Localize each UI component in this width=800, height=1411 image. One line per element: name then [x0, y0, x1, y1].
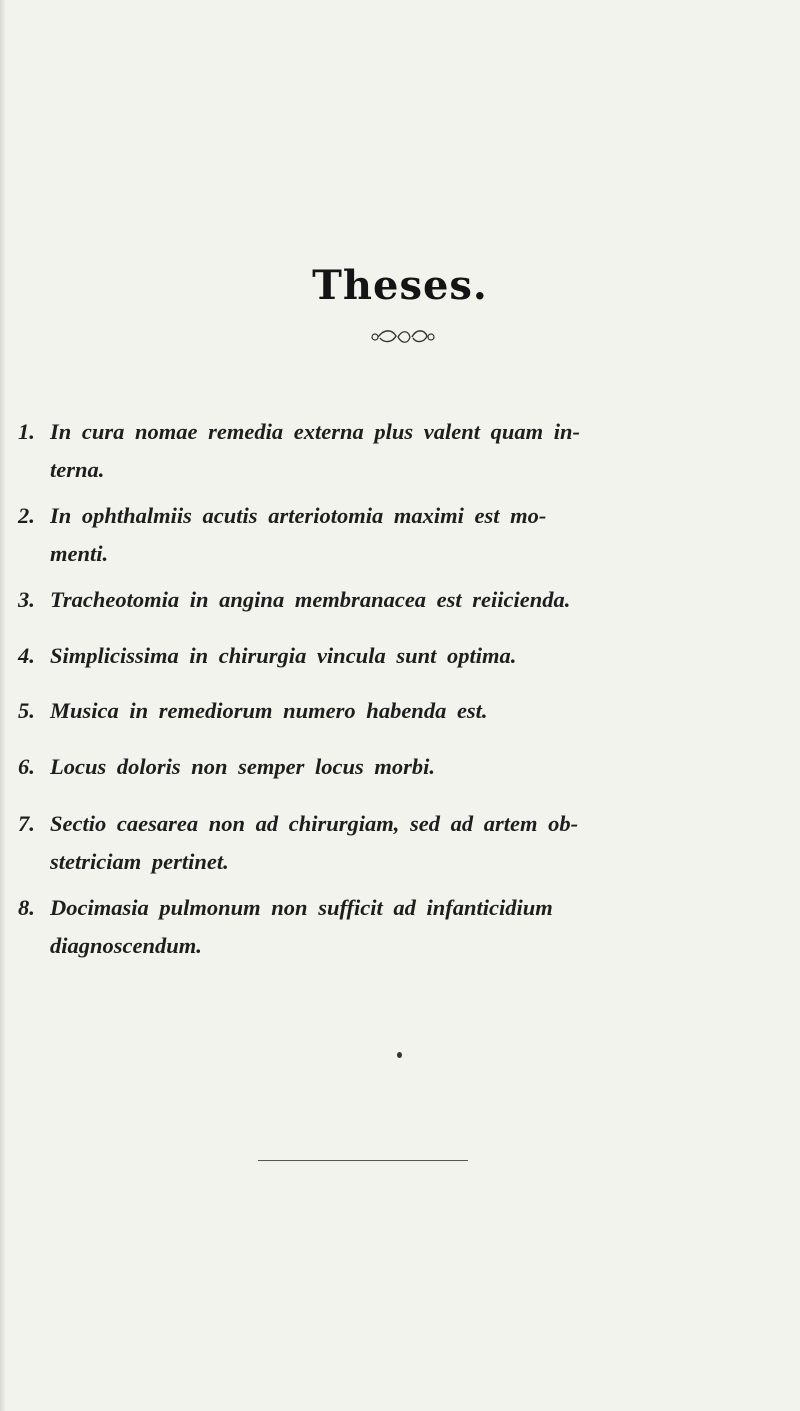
thesis-text-line1: Sectio caesarea non ad chirurgiam, sed ad artem ob- [50, 811, 579, 836]
thesis-6 [18, 748, 788, 786]
thesis-text-line2: terna. [50, 457, 105, 482]
thesis-text-line2: stetriciam pertinet. [50, 849, 229, 874]
thesis-text-line2: menti. [50, 541, 109, 566]
thesis-2 [18, 497, 788, 573]
thesis-text-line1: In ophthalmiis acutis arteriotomia maximi est mo- [50, 503, 547, 528]
thesis-text-line1: Simplicissima in chirurgia vincula sunt optima. [50, 643, 517, 668]
thesis-number: 6. [18, 754, 35, 779]
thesis-text-line1: Musica in remediorum numero habenda est. [50, 698, 488, 723]
thesis-text-line2: diagnoscendum. [50, 933, 202, 958]
thesis-number: 1. [18, 419, 35, 444]
thesis-3 [18, 581, 788, 619]
thesis-7 [18, 805, 788, 881]
thesis-8 [18, 889, 788, 965]
fleuron-ornament-icon [370, 327, 436, 347]
thesis-text-line1: Locus doloris non semper locus morbi. [50, 754, 436, 779]
thesis-text-line1: Docimasia pulmonum non sufficit ad infanticidium [50, 895, 553, 920]
thesis-text-line1: In cura nomae remedia externa plus valent quam in- [50, 419, 581, 444]
thesis-number: 4. [18, 643, 35, 668]
page-edge [0, 0, 5, 1411]
thesis-number: 5. [18, 698, 35, 723]
closing-rule [258, 1160, 468, 1161]
page-title: Theses. [312, 262, 488, 309]
thesis-1 [18, 413, 788, 489]
thesis-4 [18, 637, 788, 675]
thesis-text-line1: Tracheotomia in angina membranacea est reiicienda. [50, 587, 571, 612]
thesis-number: 7. [18, 811, 35, 836]
ink-spot [397, 1052, 402, 1058]
thesis-number: 8. [18, 895, 35, 920]
thesis-number: 2. [18, 503, 35, 528]
thesis-number: 3. [18, 587, 35, 612]
thesis-5 [18, 692, 788, 730]
